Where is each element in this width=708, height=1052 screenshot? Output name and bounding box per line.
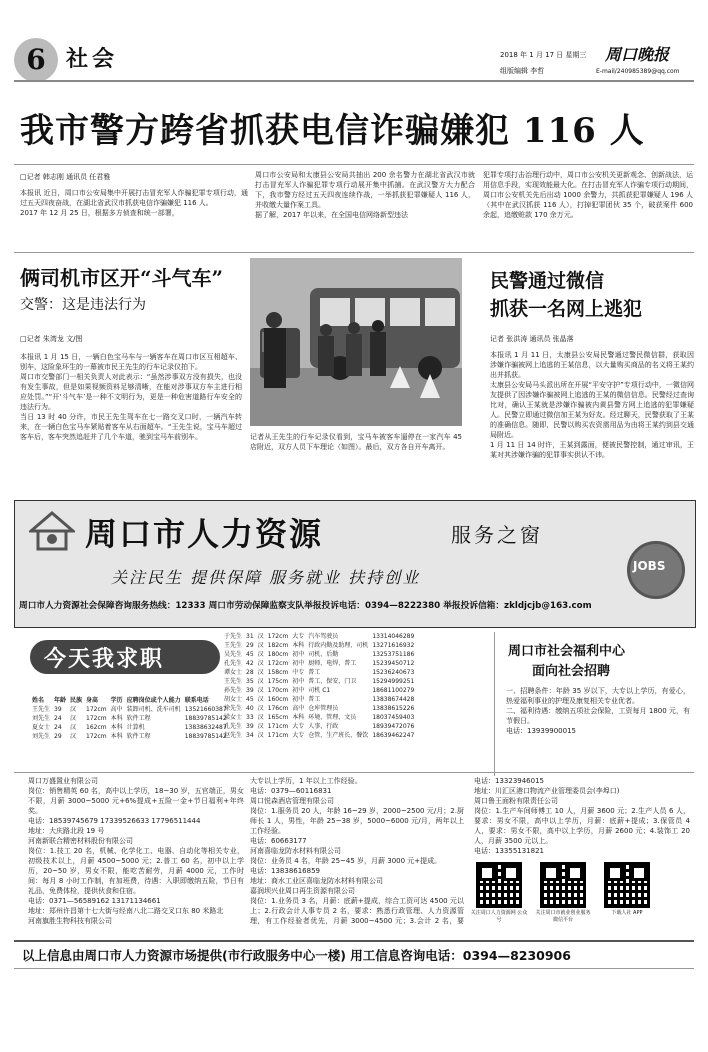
headline-col2: 周口市公安局和太康县公安局共抽出 200 余名警力在湖北省武汉市就打击冒充军人诈骗犯罪专项行动展开集中抓捕。在武汉警方大力配合下，我市警方经过五天四夜连续作战，一举抓获犯罪嫌疑人 116 人，并收缴大量作案工具。 据了解，2017 年以来，在全国电信网络新型违法: [255, 171, 475, 219]
seeking-table-2-cell: 汉: [257, 705, 264, 712]
seeking-table-2-cell: 初中: [292, 687, 305, 694]
left-article-title: 俩司机市区开“斗气车”: [20, 266, 224, 290]
seeking-table-2-cell: 15236240673: [372, 669, 415, 676]
seeking-table-2-cell: 170cm: [267, 687, 289, 694]
seeking-table-2-cell: 谭女士: [224, 669, 243, 676]
header-rule: [14, 80, 694, 82]
seeking-table-2-cell: 汉: [257, 651, 264, 658]
seeking-table-2-cell: 13838615226: [372, 705, 415, 712]
headline-byline: □记者 韩志刚 通讯员 任君雅: [20, 173, 111, 181]
jobs-col1: 周口万盛置业有限公司 岗位：销售精英 60 名，高中以上学历，18~30 岁，五官端正，男女不限，月薪 3000~5000 元+6%提成+五险一金+节日福利+年终奖。 电话：18539745679 17339526633 17796511444 地址：大庆路北段 19 号 河南新联合精密材料股份有限公司 岗位：1.技工 20 名，机械、化学化工、电器、自动化等相关专业，初级技术以上，月薪 4500~5000 元；2.普工 60 名，初中以上学历，20~50 岁，男女不限，能吃苦耐劳，月薪 4000 元，工作时间：每月 8 小时工作制，有加班费，待遇：入职即缴纳五险，节日有礼品，免费体检，提供伙食和住宿。 电话：0371—56589162 13171134661 地址：郑州许昌第十七大街与经南八北二路交叉口东 80 米路北 河南旗胜生物科技有限公司: [28, 777, 244, 925]
seeking-table-2-cell: 汉: [257, 696, 264, 703]
seeking-table-2-cell: 初中: [292, 651, 305, 658]
seeking-table-1-cell: 刘先生: [32, 733, 51, 740]
left-article-continued: [250, 432, 462, 490]
seeking-table-2-cell: 本科: [292, 642, 305, 649]
section-rule-2: [14, 772, 694, 773]
seeking-table-1-cell: 汉: [70, 706, 77, 713]
section-name: 社会: [66, 46, 119, 72]
right-article-byline: 记者 张洪涛 通讯员 张晶落: [490, 335, 574, 343]
welfare-title-2: 面向社会招聘: [532, 664, 611, 679]
seeking-table-2-cell: 汉: [257, 714, 264, 721]
house-logo-icon: [29, 511, 75, 551]
seeking-table-2-cell: 大专: [292, 633, 305, 640]
jobs-emblem-text: JOBS: [633, 559, 666, 573]
seeking-table-2-cell: 汉: [257, 723, 264, 730]
seeking-table-1-cell: 29: [54, 733, 62, 740]
photo-caption-text: 记者从王先生的行车记录仪看到，宝马车被客车逼停在一家汽车 45 店附近，双方人员下车理论（如图）。最后，双方各自开车离开。: [250, 433, 462, 451]
seeking-table-1-cell: 夏女士: [32, 724, 51, 731]
section-rule-1: [14, 252, 694, 253]
jobs-col3: 电话：13323946015 地址：川汇区港口物流产业管理委员会(李埠口) 周口鲁王面粉有限责任公司 岗位：1.生产车间师傅工 10 人，月薪 3600 元；2.生产人员 6 人，要求：男女不限，高中以上学历，月薪：底薪+提成；3.保管员 4 人，要求：男女不限，高中以上学历，月薪 2600 元；4.装饰工 20 人，月薪 3500 元以上。 电话：13355131821: [474, 777, 690, 854]
page-number: 6: [26, 43, 46, 76]
seeking-table-2-cell: 高中: [292, 705, 305, 712]
seeking-table-2-cell: 大专: [292, 723, 305, 730]
seeking-table-1-cell: 172cm: [86, 733, 107, 740]
seeking-table-2-cell: 33: [246, 714, 254, 721]
right-article-p3: 1 月 11 日 14 时许，王某到露面，便被民警控制，通过审讯，王某对其涉嫌诈骗的犯罪事实供认不讳。: [490, 441, 694, 459]
seeking-table-2-cell: 29: [246, 642, 254, 649]
seeking-table-1-cell: 172cm: [86, 715, 107, 722]
seeking-table-2-cell: 仓库管理员: [308, 705, 339, 712]
seeking-table-2-cell: 吴先生: [224, 651, 243, 658]
seeking-table-2-cell: 39: [246, 723, 254, 730]
seeking-table-2-cell: 40: [246, 705, 254, 712]
seeking-table-2-cell: 司机、后勤: [308, 651, 339, 658]
seeking-table-1-header-row: [30, 696, 229, 705]
right-article-body: [490, 350, 694, 490]
seeking-table-1-cell: 本科: [110, 724, 123, 731]
seeking-table-2-cell: 汉: [257, 633, 264, 640]
seeking-table-2-cell: 18639462247: [372, 732, 415, 739]
seeking-table-2-cell: 汉: [257, 678, 264, 685]
qr-code-3[interactable]: [604, 862, 650, 908]
welfare-title-1: 周口市社会福利中心: [508, 644, 626, 659]
seeking-table-1-header-cell: 年龄: [54, 697, 67, 704]
seeking-table-1-cell: 软件工程: [126, 733, 151, 740]
seeking-table-1-cell: 本科: [110, 715, 123, 722]
seeking-table-2-row: [222, 659, 416, 668]
seeking-table-2-cell: 普工: [308, 669, 321, 676]
seeking-table-1-cell: 18839785142: [184, 733, 227, 740]
seeking-table-2-cell: 13838674428: [372, 696, 415, 703]
seeking-table-2-cell: 34: [246, 732, 254, 739]
right-article-p2: 太康县公安局马头派出所在开展“平安守护”专项行动中，一微信网友提供了因涉嫌诈骗被网上追逃的王某的微信信息。民警经过查询比对，确认王某就是涉嫌诈骗被内黄县警方网上追逃的犯罪嫌疑人。民警立即通过微信加王某为好友。经过聊天，民警获取了王某的准确信息。随即，民警以购买农资需用品为由将王某约到县交通局附近。: [490, 381, 694, 439]
seeking-table-2-row: [222, 704, 416, 713]
seeking-table-2-cell: 梁女士: [224, 714, 243, 721]
seeking-table-2-row: [222, 650, 416, 659]
seeking-table-2-cell: 31: [246, 633, 254, 640]
seeking-table-2-cell: 18939472076: [372, 723, 415, 730]
seeking-table-2-row: [222, 686, 416, 695]
seeking-table-2-cell: 18681100279: [372, 687, 415, 694]
right-article-title-2: 抓获一名网上逃犯: [490, 298, 643, 320]
seeking-table-2-cell: 孔先生: [224, 660, 243, 667]
seeking-table-1-cell: 汉: [70, 715, 77, 722]
qr-code-2[interactable]: [540, 862, 586, 908]
seeking-table-1: [30, 696, 229, 741]
seeking-table-2-cell: 胡女士: [224, 696, 243, 703]
seeking-table-1-cell: 高中: [110, 706, 123, 713]
seeking-table-2-row: [222, 722, 416, 731]
seeking-table-2-cell: 普工: [308, 696, 321, 703]
footer-text: 以上信息由周口市人力资源市场提供(市行政服务中心一楼) 用工信息咨询电话：0394—8230906: [22, 948, 571, 963]
seeking-table-1-cell: 162cm: [86, 724, 107, 731]
seeking-table-1-cell: 计算机: [126, 724, 145, 731]
seeking-table-2-cell: 大专: [292, 732, 305, 739]
seeking-table-2-cell: 厨师、电焊、普工: [308, 660, 357, 667]
seeking-table-2-cell: 15239450712: [372, 660, 415, 667]
seeking-table-2-cell: 172cm: [267, 633, 289, 640]
seeking-table-1-cell: 装卸司机、洗车司机: [126, 706, 181, 713]
seeking-table-1-cell: 24: [54, 715, 62, 722]
seeking-table-2-cell: 司机 C1: [308, 687, 331, 694]
seeking-table-2-cell: 初中: [292, 678, 305, 685]
news-photo: [250, 258, 462, 426]
seeking-table-2-cell: 18037459403: [372, 714, 415, 721]
banner-subtitle: 服务之窗: [451, 523, 543, 547]
seeking-table-2-row: [222, 641, 416, 650]
seeking-table-2-cell: 徐先生: [224, 705, 243, 712]
seeking-table-2-cell: 于先生: [224, 633, 243, 640]
seeking-table-2-cell: 环境、管理、文员: [308, 714, 357, 721]
seeking-table-2-cell: 15294999251: [372, 678, 415, 685]
seeking-table-2-cell: 普工、保安、门卫: [308, 678, 357, 685]
paper-name: 周口晚报: [605, 45, 670, 64]
seeking-table-1-header-cell: 应聘岗位或个人能力: [126, 697, 181, 704]
headline-rule: [14, 164, 694, 165]
headline-col3: 犯罪专项打击治理行动中，周口市公安机关更新观念、创新战法，运用信息手段，实现效能最大化。在打击冒充军人诈骗专项行动期间，周口市公安机关先后出动 1000 余警力，共抓获犯罪嫌疑人 196 人（其中在武汉抓获 116 人），打掉犯罪团伙 35 个，破获案件 600 余起，追缴赃款 170 余万元。: [483, 171, 693, 219]
seeking-table-2-cell: 45: [246, 651, 254, 658]
footer-rule-bottom: [14, 968, 694, 969]
banner-hotline: 周口市人力资源社会保障咨询服务热线：12333 周口市劳动保障监察支队举报投诉电话：0394—8222380 举报投诉信箱：zkldjcjb@163.com: [19, 601, 592, 611]
left-article-byline: □记者 朱湾龙 文/图: [20, 335, 83, 343]
seeking-table-1-cell: 王先生: [32, 706, 51, 713]
seeking-table-2-row: [222, 677, 416, 686]
seeking-table-2-cell: 180cm: [267, 651, 289, 658]
seeking-table-1-header-cell: 联系电话: [184, 697, 209, 704]
footer-rule: [14, 940, 694, 942]
seeking-table-1-cell: 13838632487: [184, 724, 227, 731]
qr-code-1[interactable]: [476, 862, 522, 908]
seeking-table-2-cell: 仓管、生产班长、餐饮: [308, 732, 369, 739]
seeking-table-2-row: [222, 695, 416, 704]
seeking-table-2-cell: 13314046289: [372, 633, 415, 640]
hr-banner: [14, 500, 696, 628]
left-article-subtitle: 交警：这是违法行为: [20, 297, 146, 313]
seeking-table-2-cell: 13271616932: [372, 642, 415, 649]
editor-line: 组版编辑 李哲: [500, 67, 545, 75]
seeking-table-2-cell: 182cm: [267, 642, 289, 649]
banner-title: 周口市人力资源: [85, 515, 324, 553]
seeking-table-1-row: [30, 705, 229, 714]
seeking-table-2-cell: 35: [246, 678, 254, 685]
seeking-table-1-row: [30, 714, 229, 723]
seeking-table-2-cell: 赵先生: [224, 732, 243, 739]
seeking-table-2-cell: 汉: [257, 732, 264, 739]
seeking-table-1-cell: 汉: [70, 733, 77, 740]
seeking-table-2-cell: 172cm: [267, 660, 289, 667]
seeking-table-2-cell: 汉: [257, 660, 264, 667]
seeking-table-2-cell: 165cm: [267, 714, 289, 721]
seeking-table-1-cell: 39: [54, 706, 62, 713]
headline-col1: 本报讯 近日，周口市公安局集中开展打击冒充军人诈骗犯罪专项行动，通过五天四夜奋战，在湖北省武汉市抓获电信诈骗嫌犯 116 人。 2017 年 12 月 25 日，根据多方侦查和统一部署，: [20, 189, 248, 217]
left-article-p2: 周口市交警部门一相关负责人对此表示：“虽然涉事双方没有损失，也没有发生事故，但是如果视频资料足够清晰，在能对涉事双方车主进行相应处罚。”“开‘斗气车’是一种不文明行为，更是一种危害道路行车安全的违法行为。: [20, 373, 242, 411]
date-line: 2018 年 1 月 17 日 星期三: [500, 51, 587, 59]
seeking-table-2-cell: 45: [246, 696, 254, 703]
seeking-table-2-cell: 42: [246, 660, 254, 667]
seeking-table-1-header-cell: 学历: [110, 697, 123, 704]
seeking-table-2-cell: 孙先生: [224, 687, 243, 694]
seeking-table-1-cell: 18839785142: [184, 715, 227, 722]
jobs-col2: 大专以上学历，1 年以上工作经验。 电话：0379—60116831 周口悦森酒店管理有限公司 岗位：1.服务员 20 人，年龄 16~29 岁，2000~2500 元/月；2.厨师长 1 人，男性，年龄 25~38 岁，5000~6000 元/月，两年以上工作经验。 电话：60663177 河南喜临龙防水材料有限公司 岗位：业务员 4 名，年龄 25~45 岁，月薪 3000 元+提成。 电话：13838616859 地址：商水工业区喜临龙防水材料有限公司 嘉润坝兴业周口再生资源有限公司 岗位：1.业务员 3 名，月薪：底薪+提成，综合工资可达 4500 元以上；2.行政会计人事专员 2 名，要求：熟悉行政管理、人力资源管理，有工作经验者优先，月薪 3000~4500 元；3.会计 2 名，要: [250, 777, 464, 925]
seeking-badge-text: 今天我求职: [44, 646, 165, 672]
seeking-table-2: [222, 632, 416, 740]
seeking-table-2-cell: 13253751186: [372, 651, 415, 658]
seeking-table-2-cell: 158cm: [267, 669, 289, 676]
seeking-table-2-cell: 39: [246, 687, 254, 694]
seeking-table-1-cell: 172cm: [86, 706, 107, 713]
seeking-table-2-cell: 160cm: [267, 696, 289, 703]
seeking-table-2-cell: 中专: [292, 669, 305, 676]
seeking-table-1-row: [30, 723, 229, 732]
seeking-table-2-cell: 本科: [292, 714, 305, 721]
seeking-table-2-cell: 176cm: [267, 705, 289, 712]
qr-label-3: 下载人社 APP: [611, 910, 643, 916]
seeking-table-2-cell: 175cm: [267, 678, 289, 685]
seeking-table-1-cell: 刘先生: [32, 715, 51, 722]
seeking-table-1-cell: 13521660387: [184, 706, 227, 713]
seeking-table-2-row: [222, 713, 416, 722]
seeking-table-2-cell: 人事、行政: [308, 723, 339, 730]
seeking-table-1-header-cell: 姓名: [32, 697, 45, 704]
seeking-table-1-cell: 软件工程: [126, 715, 151, 722]
qr-label-1: 关注周口人力资源网 公众号: [470, 910, 528, 923]
right-article-title-1: 民警通过微信: [490, 270, 605, 292]
seeking-table-2-cell: 28: [246, 669, 254, 676]
seeking-table-1-cell: 本科: [110, 733, 123, 740]
seeking-table-2-cell: 初中: [292, 696, 305, 703]
seeking-table-2-cell: 孔先生: [224, 723, 243, 730]
seeking-table-2-cell: 汉: [257, 642, 264, 649]
qr-label-2: 关注周口市就业创业服务 微信平台: [535, 910, 591, 923]
seeking-table-2-row: [222, 731, 416, 740]
seeking-table-1-header-cell: 身高: [86, 697, 99, 704]
seeking-table-2-row: [222, 632, 416, 641]
main-headline: 我市警方跨省抓获电信诈骗嫌犯 116 人: [20, 111, 645, 151]
left-article-p3: 当日 13 时 40 分许，市民王先生驾车在七一路交叉口时，一辆汽车转来，在一辆白色宝马车紧贴着客车从右面超车。“王先生说，宝马车超过客车后，客车突然追赶并了几个车道，驰到宝马车前别车。: [20, 413, 242, 441]
news-photo-scene: [250, 258, 462, 426]
seeking-table-2-cell: 汉: [257, 687, 264, 694]
seeking-table-2-cell: 王先生: [224, 642, 243, 649]
right-article-p1: 本报讯 1 月 11 日，太康县公安局民警通过警民微信群，获取因涉嫌诈骗被网上追逃的王某信息，以大量购买商品的名义将王某约出并抓获。: [490, 351, 694, 379]
seeking-table-1-cell: 24: [54, 724, 62, 731]
seeking-table-2-cell: 汉: [257, 669, 264, 676]
seeking-table-2-cell: 汽车驾驶员: [308, 633, 339, 640]
left-article-p1: 本报讯 1 月 15 日，一辆白色宝马车与一辆客车在周口市区互相超车、别车，这险象环生的一幕被市民王先生的行车记录仪拍下。: [20, 353, 242, 371]
seeking-table-1-row: [30, 732, 229, 741]
seeking-table-2-cell: 行政内勤及助理、司机: [308, 642, 369, 649]
seeking-table-2-cell: 171cm: [267, 732, 289, 739]
left-article-body: [20, 352, 242, 490]
seeking-table-2-cell: 初中: [292, 660, 305, 667]
seeking-table-1-header-cell: 民族: [70, 697, 83, 704]
email-line: E-mail/240985389@qq.com: [596, 68, 680, 75]
banner-slogan: 关注民生 提供保障 服务就业 扶持创业: [111, 568, 421, 587]
seeking-table-2-row: [222, 668, 416, 677]
welfare-body: 一、招聘条件：年龄 35 岁以下，大专以上学历，有爱心，热爱福利事业的护理及康复相关专业优者。 二、福利待遇：缴纳五项社会保险，工资每月 1800 元，有节假日。 电话：13939900015: [506, 687, 690, 735]
seeking-table-1-cell: 汉: [70, 724, 77, 731]
seeking-table-2-cell: 王先生: [224, 678, 243, 685]
seeking-table-2-cell: 171cm: [267, 723, 289, 730]
